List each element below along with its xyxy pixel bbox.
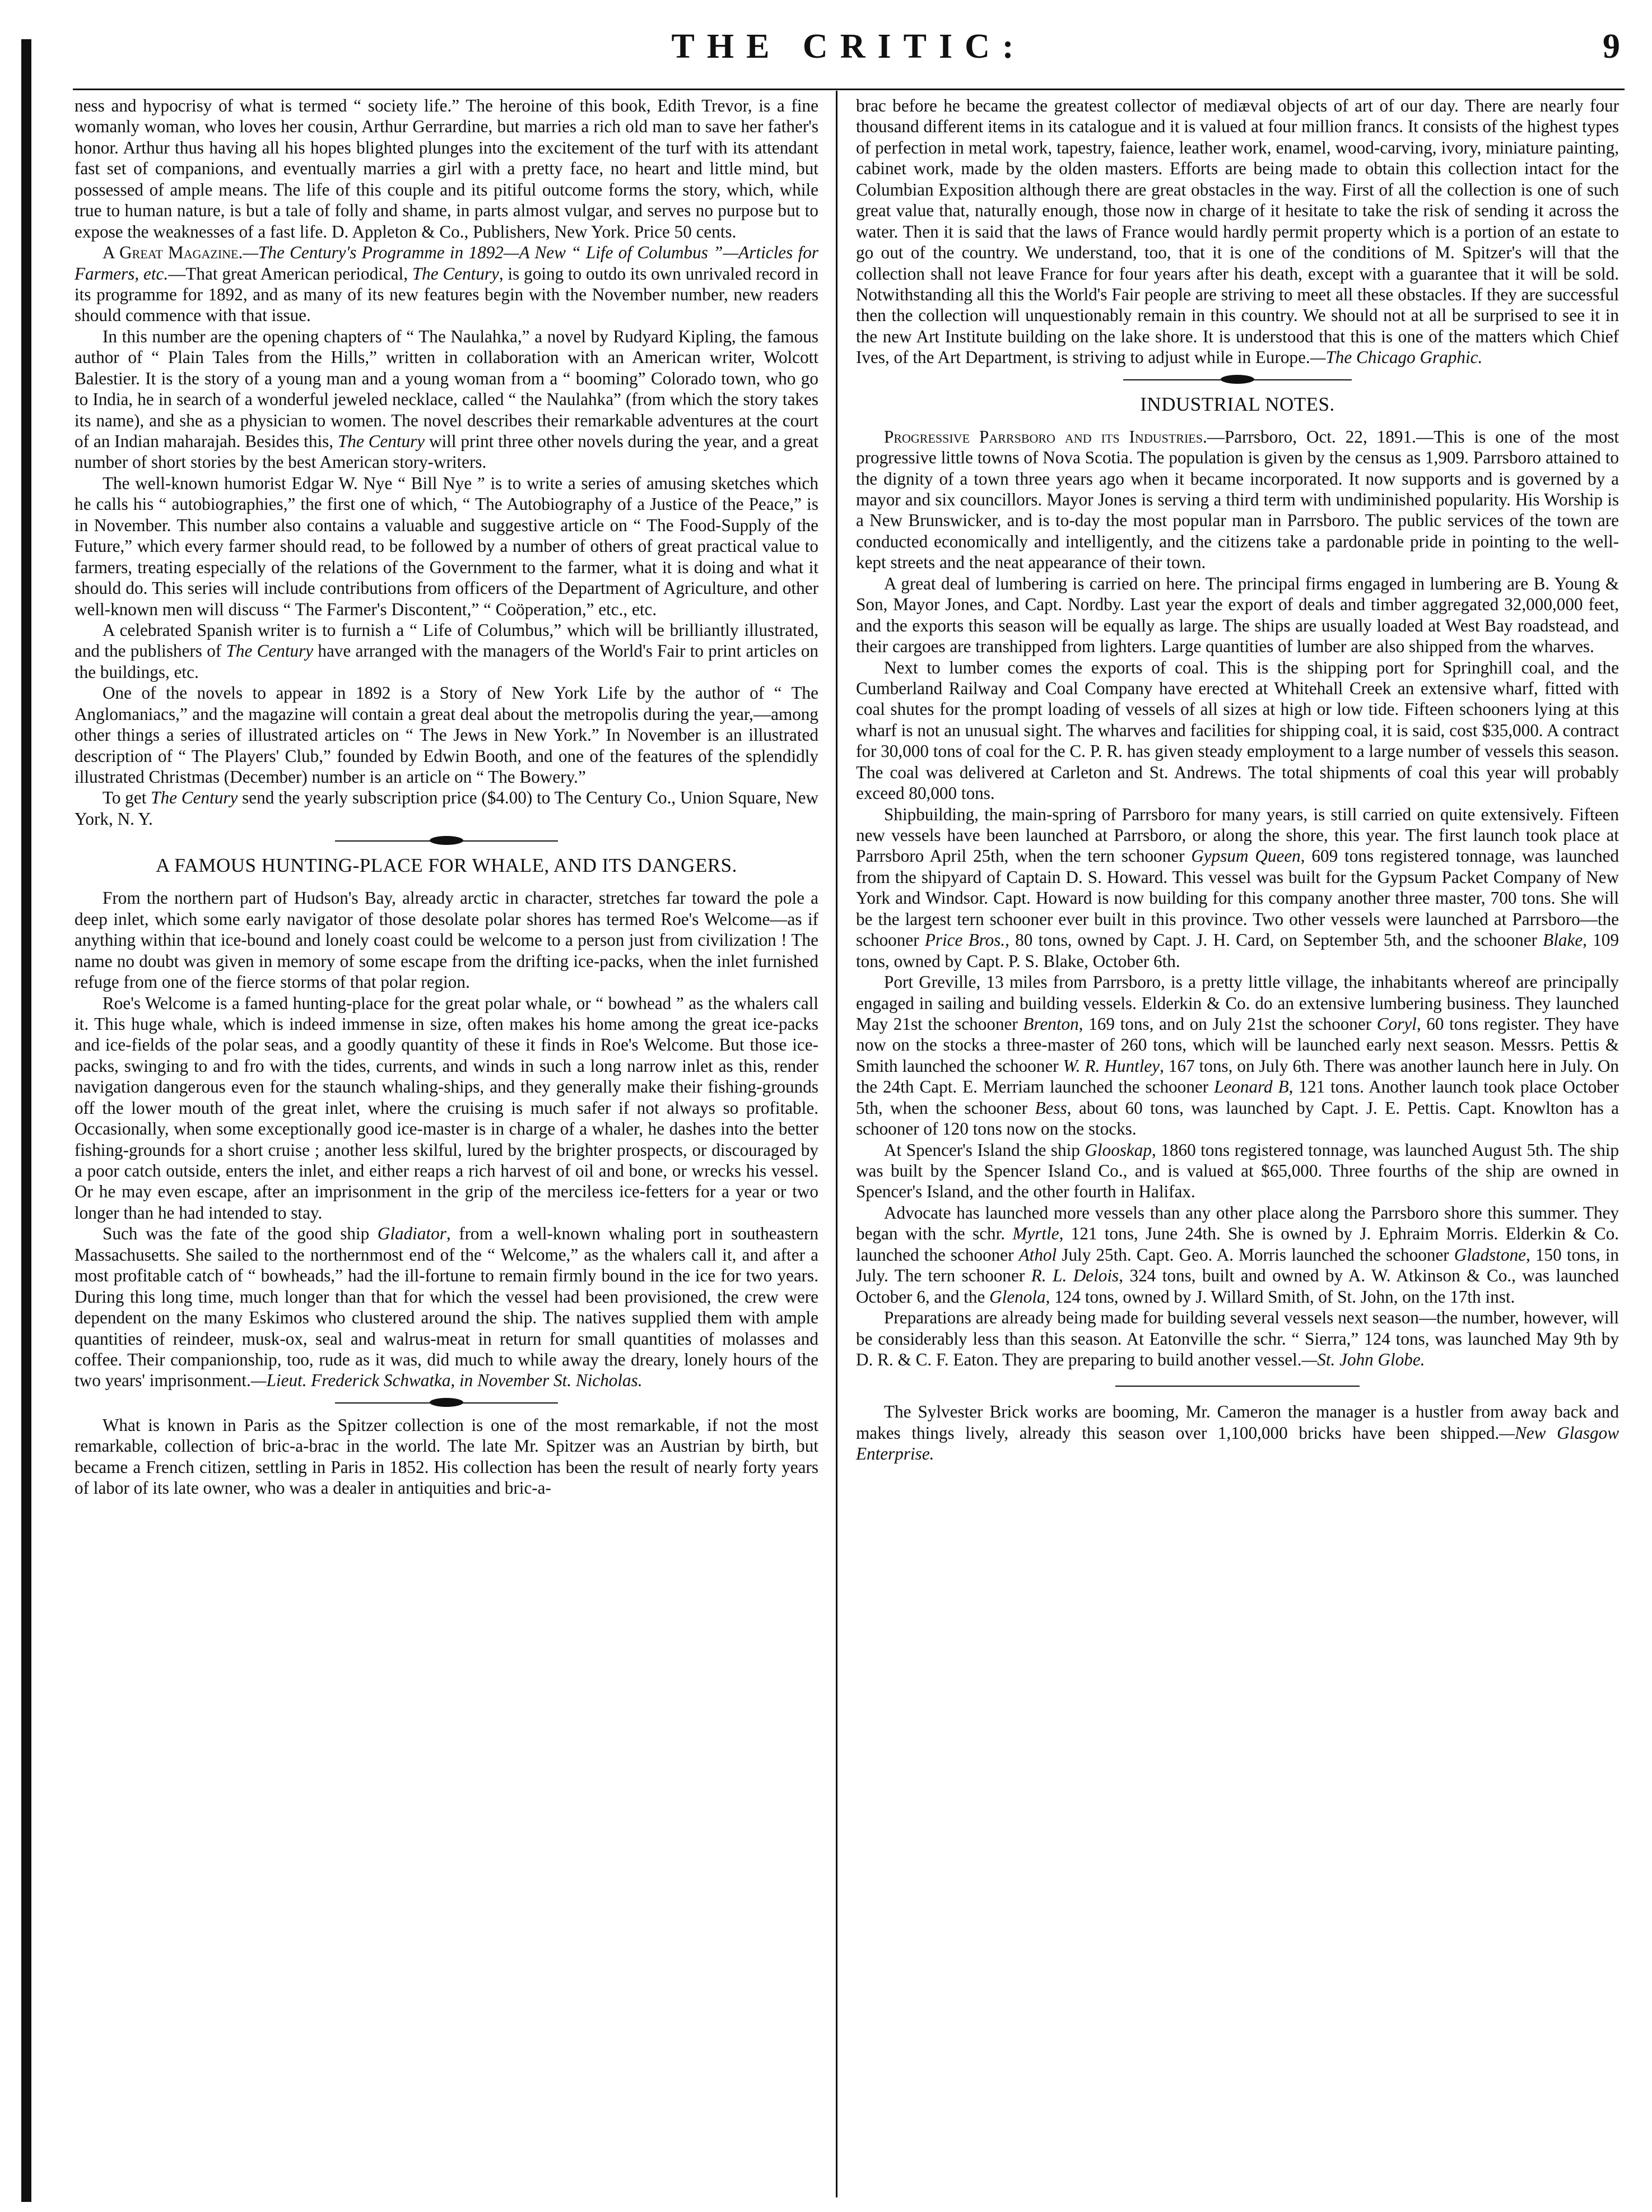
text-span: In this number are the opening chapters of “ The Naulahka,” a novel by Rudyard Kipling, the famous author of “ Plain Tales from the Hills,” written in collaboration with an American writer, Wolcott Balestier. It is the story of a young man and a young woman from a “ booming” Colorado town, who go to India, he in search of a wonderful jeweled necklace, called “ the Naulahka” (from which the story takes its name), and she as a physician to women. The novel describes their remarkable adventures at the court of an Indian maharajah. Besides this, [75, 326, 818, 451]
section-heading: A FAMOUS HUNTING-PLACE FOR WHALE, AND ITS DANGERS. [156, 854, 737, 877]
article-paragraph [856, 972, 1619, 1140]
article-paragraph [856, 1401, 1619, 1464]
text-span: Shipbuilding, the main-spring of Parrsboro for many years, is still carried on quite extensively. Fifteen new vessels have been launched at Parrsboro, or along the shore, this year. The first launch took place at Parrsboro April 25th, when the tern schooner [856, 804, 1619, 866]
article-lead: A Great Magazine. [103, 243, 243, 263]
text-span: will print three other novels during the year, and a great number of short stories by the best American story-writers. [75, 431, 818, 472]
article-paragraph: What is known in Paris as the Spitzer collection is one of the most remarkable, if not the most remarkable, collection of bric-a-brac in the world. The late Mr. Spitzer was an Austrian by birth, but became a French citizen, settling in Paris in 1852. His collection has been the result of nearly forty years of labor of its late owner, who was a dealer in antiquities and bric-a- [75, 1415, 818, 1498]
column-divider [836, 91, 837, 2197]
article-paragraph [75, 1223, 818, 1391]
text-span: , 169 tons, and on July 21st the schooner [1078, 1014, 1377, 1034]
magazine-title: The Century [226, 641, 314, 661]
article-paragraph [75, 787, 818, 829]
text-span: The Sylvester Brick works are booming, Mr. Cameron the manager is a hustler from away back and makes things lively, already this season over 1,100,000 bricks have been shipped. [856, 1402, 1619, 1443]
source-attribution: —The Chicago Graphic. [1310, 347, 1483, 368]
source-attribution: —Lieut. Frederick Schwatka, in November St. Nicholas. [250, 1370, 643, 1391]
text-span: brac before he became the greatest collector of mediæval objects of art of our day. There are nearly four thousand different items in its catalogue and it is valued at four million francs. It consists of the highest types of perfection in metal work, tapestry, faience, leather work, enamel, wood-carving, ivory, miniature painting, cabinet work, made by the olden masters. Efforts are being made to obtain this collection intact for the Columbian Exposition although there are great obstacles in the way. First of all the collection is one of such great value that, naturally enough, those now in charge of it hesitate to take the risk of sending it across the water. Then it is said that the laws of France would hardly permit property which is a portion of an estate to go out of the country. We understand, too, that it is one of the conditions of M. Spitzer's will that the collection shall not leave France for four years after his death, except with a guarantee that it will be sold. Notwithstanding all this the World's Fair people are striving to meet all these obstacles. If they are successful then the collection will unquestionably remain in this country. We should not at all be surprised to see it in the new Art Institute building on the lake shore. It is understood that this is one of the matters which Chief Ives, of the Art Department, is striving to adjust while in Europe. [856, 96, 1619, 368]
article-paragraph [856, 1202, 1619, 1307]
text-span: , about 60 tons, was launched by Capt. J. E. Pettis. Capt. Knowlton has a schooner of 120 tons now on the stocks. [856, 1098, 1620, 1139]
text-span: , 124 tons, owned by J. Willard Smith, of St. John, on the 17th inst. [1045, 1286, 1515, 1307]
vessel-name: Leonard B [1214, 1077, 1289, 1097]
vessel-name: R. L. Delois [1031, 1266, 1119, 1286]
text-span: , 60 tons register. They have now on the stocks a three-master of 260 tons, which will be launched early next season. Messrs. Pettis & Smith launched the schooner [856, 1014, 1619, 1076]
article-paragraph: From the northern part of Hudson's Bay, already arctic in character, stretches far toward the pole a deep inlet, which some early navigator of those desolate polar shores has termed Roe's Welcome—as if anything within that ice-bound and lonely coast could be welcome to a person just from civilization ! The name no doubt was given in memory of some escape from the drifting ice-packs, when the inlet furnished refuge from one of the fierce storms of that polar region. [75, 888, 818, 992]
text-span: , 121 tons, June 24th. She is owned by J. Ephraim Morris. Elderkin & Co. launched the schooner [856, 1224, 1619, 1265]
left-column [75, 95, 818, 2195]
article-paragraph [856, 1140, 1619, 1202]
article-paragraph [856, 1307, 1619, 1370]
article-paragraph [75, 326, 818, 473]
vessel-name: W. R. Huntley [1063, 1056, 1160, 1076]
section-rule [1115, 1386, 1360, 1387]
article-paragraph [856, 95, 1619, 368]
section-heading: INDUSTRIAL NOTES. [1140, 393, 1335, 415]
vessel-name: Bess [1035, 1098, 1067, 1118]
vessel-name: Athol [1018, 1244, 1057, 1265]
vessel-name: Gladstone [1454, 1244, 1527, 1265]
text-span: , 121 tons. Another launch took place October 5th, when the schooner [856, 1077, 1620, 1118]
vessel-name: Price Bros. [924, 930, 1006, 950]
article-paragraph: One of the novels to appear in 1892 is a Story of New York Life by the author of “ The Anglomaniacs,” and the magazine will contain a great deal about the metropolis during the year,—among other things a series of illustrated articles on “ The Jews in New York.” In November is an illustrated description of “ The Players' Club,” founded by Edwin Booth, and one of the features of the splendidly illustrated Christmas (December) number is an article on “ The Bowery.” [75, 683, 818, 787]
article-paragraph [856, 804, 1619, 972]
ship-name: Gladiator [377, 1224, 446, 1244]
text-span: —Parrsboro, Oct. 22, 1891.—This is one of the most progressive little towns of Nova Scotia. The population is given by the census as 1,909. Parrsboro attained to the dignity of a town three years ago when it became incorporated. It now supports and is governed by a mayor and six councillors. Mayor Jones is serving a third term with undiminished popularity. His Worship is a New Brunswicker, and is to-day the most popular man in Parrsboro. The public services of the town are conducted economically and intelligently, and the citizens take a pardonable pride in pointing to the well-kept streets and the neat appearance of their town. [856, 426, 1620, 573]
text-span: —That great American periodical, [168, 263, 412, 284]
text-span: , is going to outdo its own unrivaled record in its programme for 1892, and as many of its new features begin with the November number, new readers should commence with that issue. [75, 263, 819, 326]
vessel-name: Glooskap [1085, 1140, 1152, 1160]
article-paragraph: The well-known humorist Edgar W. Nye “ Bill Nye ” is to write a series of amusing sketches which he calls his “ autobiographies,” the first one of which, “ The Autobiography of a Justice of the Peace,” is in November. This number also contains a valuable and suggestive article on “ The Food-Supply of the Future,” which every farmer should read, to be followed by a number of others of great practical value to farmers, treating especially of the relations of the Government to the farmer, what it is doing and what it should do. This series will include contributions from officers of the Department of Agriculture, and other well-known men will discuss “ The Farmer's Discontent,” “ Coöperation,” etc., etc. [75, 473, 818, 619]
text-span: send the yearly subscription price ($4.00) to The Century Co., Union Square, New York, N. Y. [75, 788, 818, 829]
text-span: , 1860 tons registered tonnage, was launched August 5th. The ship was built by the Spencer Island Co., and is valued at $65,000. Three fourths of the ship are owned in Spencer's Island, and the other fourth in Halifax. [856, 1140, 1620, 1202]
text-span: , from a well-known whaling port in southeastern Massachusetts. She sailed to the northernmost end of the “ Welcome,” as the whalers call it, and after a most profitable catch of “ bowheads,” had the ill-fortune to remain firmly bound in the ice for two years. During this long time, much longer than that for which the vessel had been provisioned, the crew were dependent on the many Eskimos who clustered around the ship. The natives supplied them with ample quantities of reindeer, musk-ox, seal and walrus-meat in return for small quantities of molasses and coffee. Their companionship, too, rude as it was, did much to while away the dreary, lonely hours of the two years' imprisonment. [75, 1224, 818, 1391]
text-span: Preparations are already being made for building several vessels next season—the number, however, will be considerably less than this season. At Eatonville the schr. “ Sierra,” 124 tons, was launched May 9th by D. R. & C. F. Eaton. They are preparing to build another vessel. [856, 1308, 1619, 1369]
text-span: To get [103, 788, 151, 808]
masthead-rule [73, 89, 1625, 90]
article-paragraph [75, 620, 818, 682]
section-separator [856, 371, 1619, 388]
article-subtitle: —The Century's Programme in 1892—A New “ Life of Columbus ”—Articles for Farmers, etc. [75, 243, 818, 284]
article-paragraph: Roe's Welcome is a famed hunting-place for the great polar whale, or “ bowhead ” as the whalers call it. This huge whale, which is indeed immense in size, often makes his home among the great ice-packs and ice-fields of the polar seas, and a goodly quantity of these it finds in Roe's Welcome. But those ice-packs, swinging to and fro with the tides, currents, and winds in such a long narrow inlet as this, render navigation dangerous even for the staunch whaling-ships, and they generally make their fishing-grounds off the lower mouth of the great inlet, where the cruising is much safer if not always so profitable. Occasionally, when some exceptionally good ice-master is in charge of a whaler, he dashes into the better fishing-grounds for a short cruise ; another less skilful, lured by the brighter prospects, or discouraged by a poor catch outside, enters the inlet, and either reaps a rich harvest of oil and bone, or wrecks his vessel. Or he may even escape, after an imprisonment in the grip of the merciless ice-fetters for a year or two longer than he had intended to stay. [75, 993, 818, 1223]
section-separator [75, 1395, 818, 1411]
vessel-name: Myrtle [1012, 1224, 1059, 1244]
vessel-name: Gypsum Queen [1191, 846, 1301, 866]
right-column [856, 95, 1619, 2195]
section-separator [75, 833, 818, 849]
article-lead: Progressive Parrsboro and its Industries. [884, 426, 1207, 447]
article-paragraph: Next to lumber comes the exports of coal. This is the shipping port for Springhill coal, and the Cumberland Railway and Coal Company have erected at Whitehall Creek an extensive wharf, fitted with coal shutes for the prompt loading of vessels of all sizes at high or low tide. Fifteen schooners lying at this wharf is not an unusual sight. The wharves and facilities for shipping coal, it is said, cost $35,000. A contract for 30,000 tons of coal for the C. P. R. has given steady employment to a large number of vessels this season. The coal was delivered at Carleton and St. Andrews. The total shipments of coal this year will probably exceed 80,000 tons. [856, 657, 1619, 803]
magazine-title: The Century [412, 263, 499, 284]
text-span: At Spencer's Island the ship [884, 1140, 1085, 1160]
magazine-title: The Century [337, 431, 425, 451]
text-span: , 324 tons, built and owned by A. W. Atkinson & Co., was launched October 6, and the [856, 1266, 1619, 1307]
source-attribution: —New Glasgow Enterprise. [856, 1423, 1619, 1464]
text-span: Such was the fate of the good ship [103, 1224, 378, 1244]
text-span: A celebrated Spanish writer is to furnish a “ Life of Columbus,” which will be brilliantly illustrated, and the publishers of [75, 620, 818, 661]
text-span: , 609 tons registered tonnage, was launched from the shipyard of Captain D. S. Howard. This vessel was built for the Gypsum Packet Company of New York and Windsor. Capt. Howard is now building for this company another three master, 700 tons. She will be the largest tern schooner ever built in this province. Two other vessels were launched at Parrsboro—the schooner [856, 846, 1620, 950]
article-paragraph: A great deal of lumbering is carried on here. The principal firms engaged in lumbering are B. Young & Son, Mayor Jones, and Capt. Nordby. Last year the export of deals and timber aggregated 32,000,000 feet, and the exports this season will be equally as large. The ships are usually loaded at West Bay roadstead, and their cargoes are transhipped from lighters. Large quantities of lumber are also shipped from the wharves. [856, 573, 1619, 657]
binding-edge [21, 39, 31, 2202]
vessel-name: Brenton [1023, 1014, 1079, 1034]
article-paragraph [75, 242, 818, 326]
text-span: , 150 tons, in July. The tern schooner [856, 1244, 1619, 1286]
text-span: , 109 tons, owned by Capt. P. S. Blake, October 6th. [856, 930, 1619, 971]
article-paragraph [856, 426, 1619, 573]
text-span: have arranged with the managers of the World's Fair to print articles on the buildings, etc. [75, 641, 819, 682]
masthead [73, 27, 1625, 72]
page-number: 9 [1603, 27, 1620, 66]
text-span: , 80 tons, owned by Capt. J. H. Card, on September 5th, and the schooner [1005, 930, 1543, 950]
source-attribution: —St. John Globe. [1301, 1349, 1425, 1369]
text-span: Advocate has launched more vessels than any other place along the Parrsboro shore this summer. They began with the schr. [856, 1202, 1619, 1244]
magazine-title: The Century [151, 788, 238, 808]
vessel-name: Blake [1543, 930, 1583, 950]
text-span: , 167 tons, on July 6th. There was another launch here in July. On the 24th Capt. E. Merriam launched the schooner [856, 1056, 1620, 1097]
article-paragraph: ness and hypocrisy of what is termed “ society life.” The heroine of this book, Edith Trevor, is a fine womanly woman, who loves her cousin, Arthur Gerrardine, but marries a rich old man to save her father's honor. Arthur thus having all his hopes blighted plunges into the excitement of the turf with its attendant fast set of companions, and eventually marries a girl with a pretty face, no heart and little mind, but possessed of ample means. The life of this couple and its pitiful outcome forms the story, which, while true to human nature, is but a tale of folly and shame, in parts almost vulgar, and serves no purpose but to expose the weaknesses of a fast life. D. Appleton & Co., Publishers, New York. Price 50 cents. [75, 96, 818, 241]
publication-title: THE CRITIC: [671, 27, 1026, 66]
text-span: July 25th. Capt. Geo. A. Morris launched the schooner [1057, 1244, 1454, 1265]
vessel-name: Glenola [989, 1286, 1046, 1307]
text-span: Port Greville, 13 miles from Parrsboro, is a pretty little village, the inhabitants whereof are principally engaged in sailing and building vessels. Elderkin & Co. do an extensive lumbering business. They launched May 21st the schooner [856, 972, 1619, 1034]
vessel-name: Coryl [1376, 1014, 1417, 1034]
